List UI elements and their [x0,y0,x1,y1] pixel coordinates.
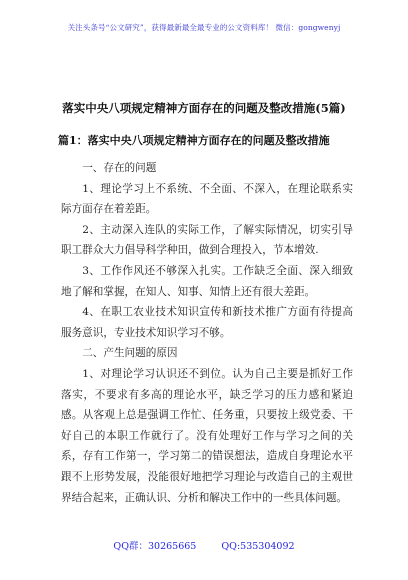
paragraph: 1、对理论学习认识还不到位。认为自己主要是抓好工作落实，不要求有多高的理论水平，缺乏学习的压力感和紧迫感。从客观上总是强调工作忙、任务重，只要按上级党委、干好自己的本职工作就行了。没有处理好工作与学习之间的关系，存有工作第一，学习第二的错误想法，造成自身理论水平跟不上形势发展，没能很好地把学习理论与改造自己的主观世界结合起来，正确认识、分析和解决工作中的一些具体问题。 [61,367,353,504]
paragraph: 3、工作作风还不够深入扎实。工作缺乏全面、深入细致地了解和掌握，在知人、知事、知情上还有很大差距。 [61,264,353,298]
document-body [61,158,353,508]
paragraph: 2、主动深入连队的实际工作，了解实际情况，切实引导职工群众大力倡导科学种田，做到合理投入，节本增效. [61,223,353,257]
footer-contact [0,538,408,552]
section-title: 篇1：落实中央八项规定精神方面存在的问题及整改措施 [58,134,330,147]
paragraph: 4、在职工农业技术知识宣传和新技术推广方面有待提高服务意识，专业技术知识学习不够。 [61,306,353,339]
paragraph: 1、理论学习上不系统、不全面、不深入，在理论联系实际方面存在着差距。 [61,182,353,216]
document-title: 落实中央八项规定精神方面存在的问题及整改措施(5篇) [62,101,346,115]
footer-qq-group: QQ群：30265665 [113,541,197,552]
section-heading-problems: 一、存在的问题 [82,162,157,174]
header-promo-text: 关注头条号“公文研究”，获得最新最全最专业的公文资料库！ 微信：gongwenyj [67,23,341,32]
footer-qq: QQ:535304092 [221,541,295,552]
section-heading-causes: 二、产生问题的原因 [82,347,178,360]
